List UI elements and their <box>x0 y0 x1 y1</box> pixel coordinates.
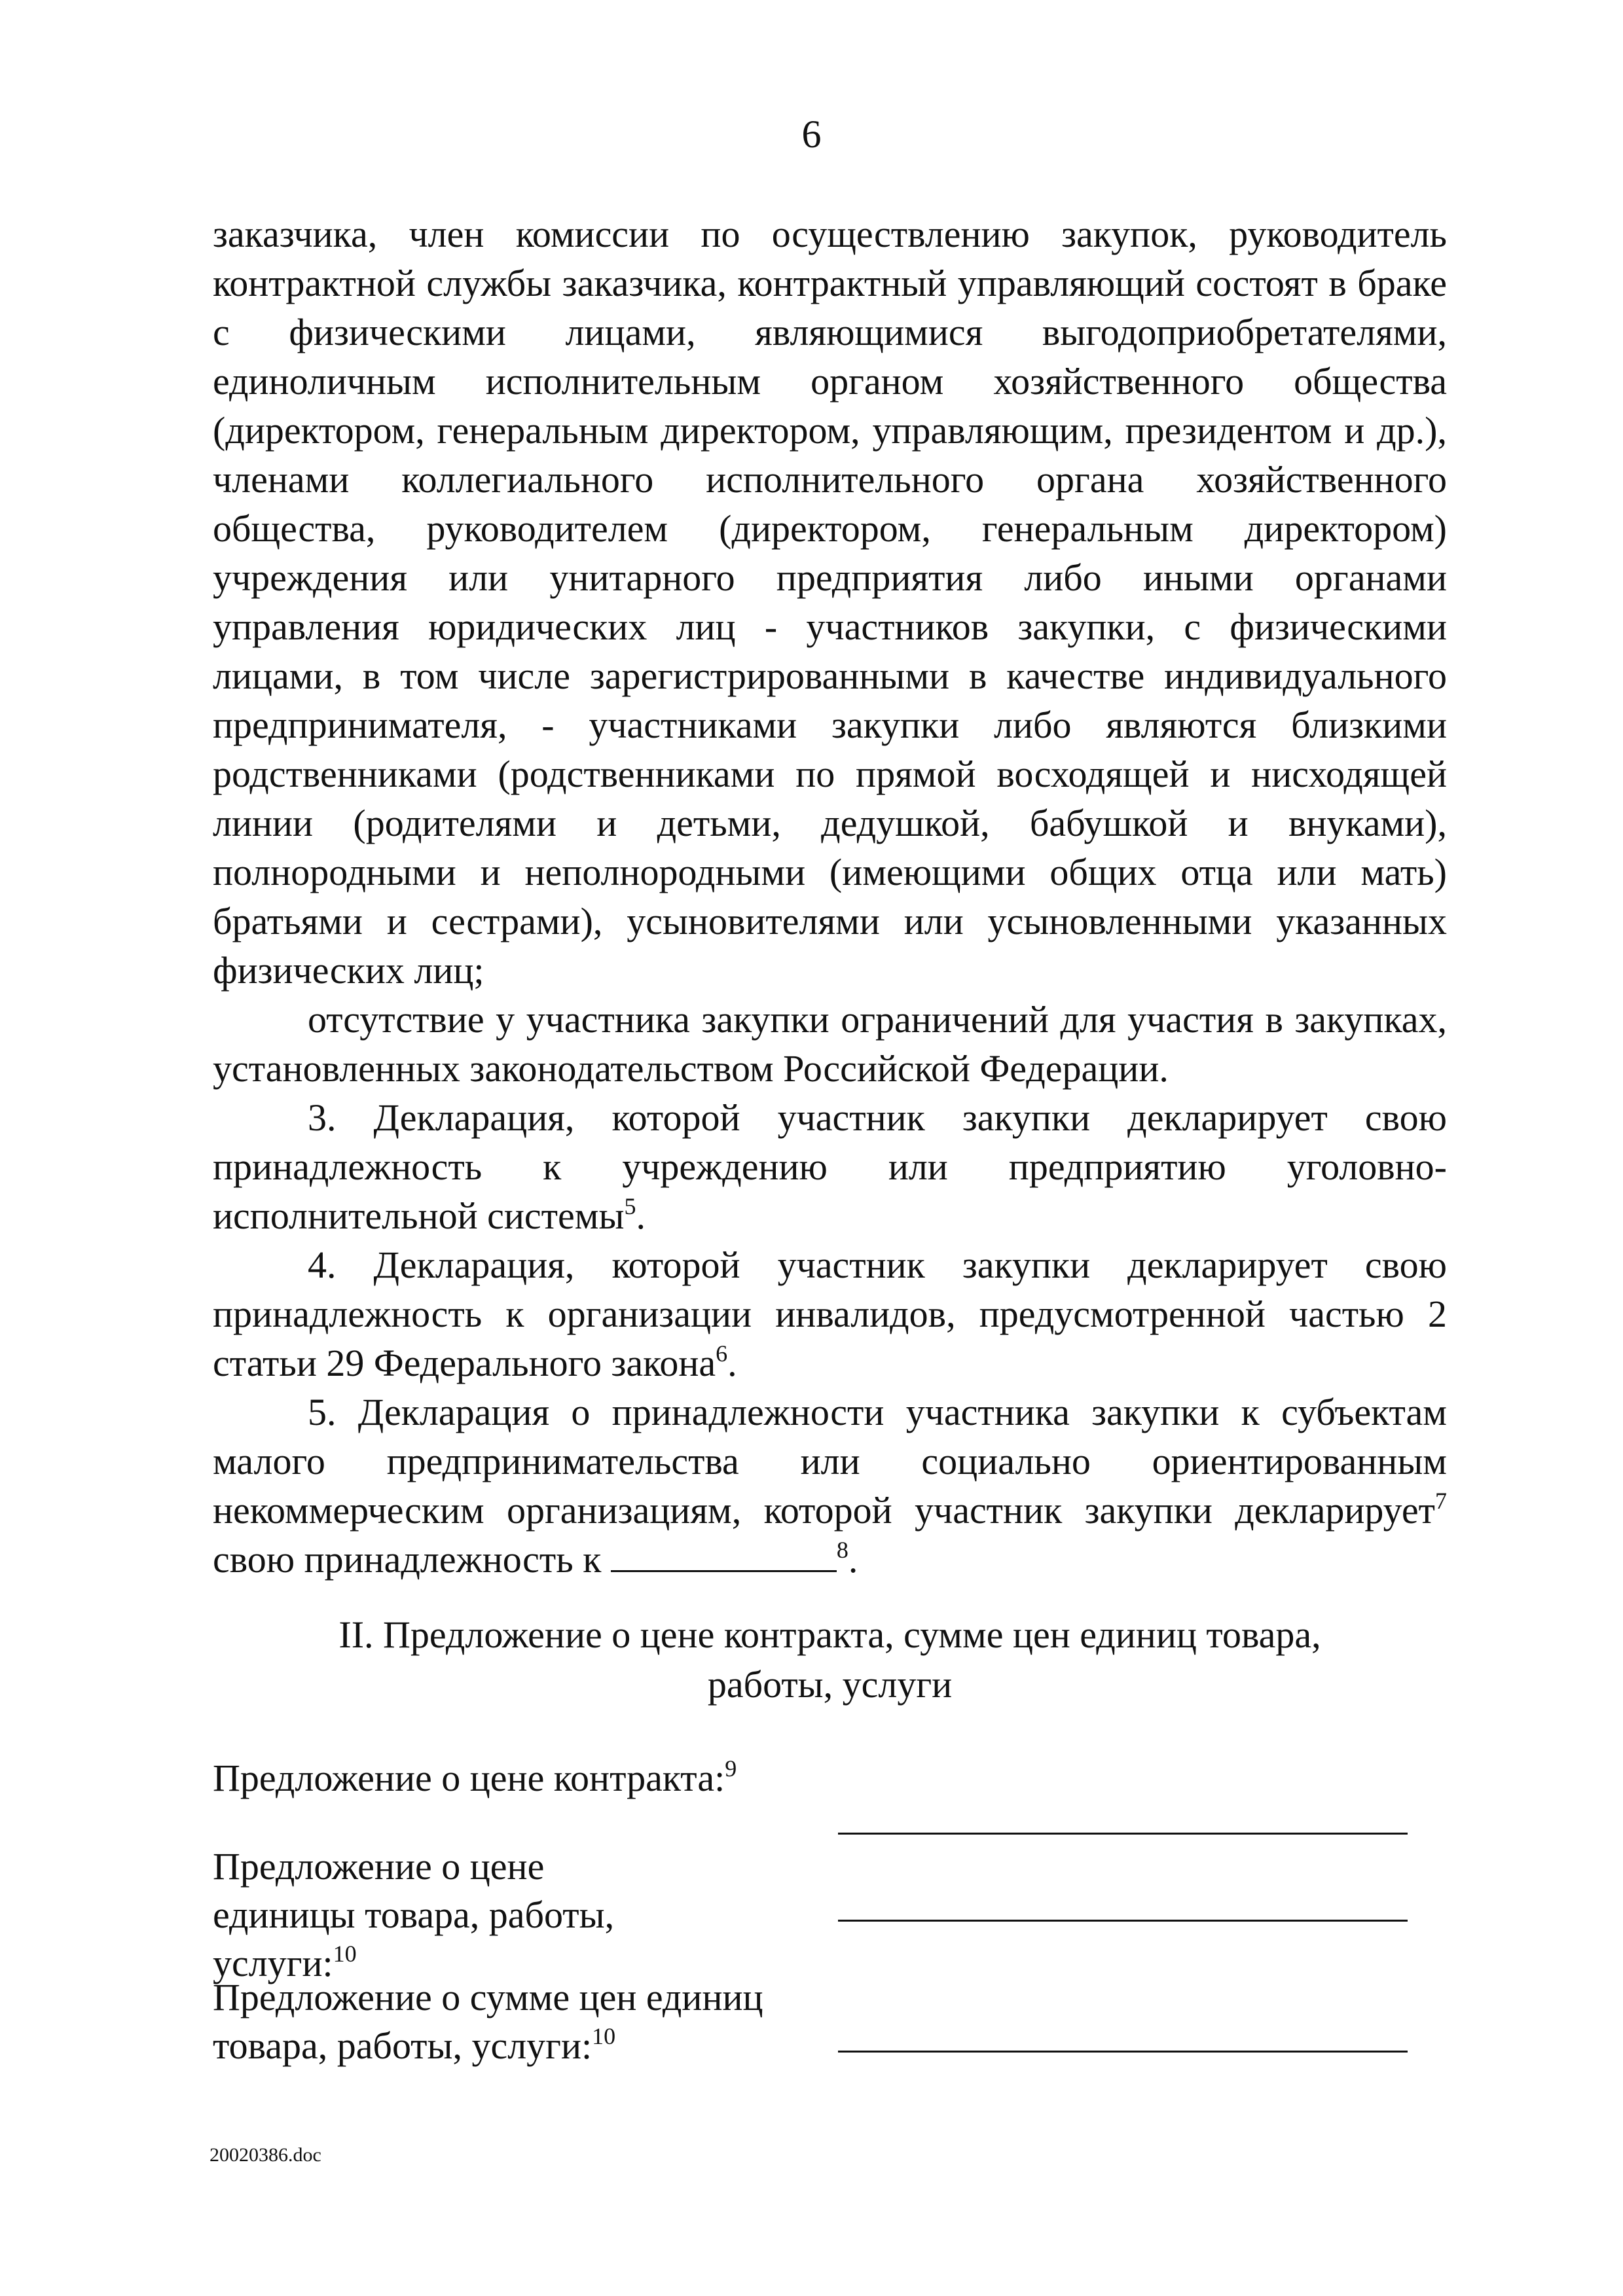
footnote-ref-7: 7 <box>1435 1488 1447 1514</box>
paragraph-restrictions: отсутствие у участника закупки ограничений для участия в закупках, установленных законодательством Российской Федерации. <box>213 998 1447 1090</box>
offer-label-text: Предложение о цене контракта: <box>213 1757 725 1799</box>
section-heading <box>213 1610 1447 1710</box>
footnote-ref-6: 6 <box>716 1340 728 1367</box>
offer-label-text: Предложение о цене единицы товара, работы, услуги: <box>213 1845 615 1984</box>
paragraph-declaration-5 <box>213 1388 1447 1584</box>
declaration-4-text: 4. Декларация, которой участник закупки декларирует свою принадлежность к организации инвалидов, предусмотренной частью 2 статьи 29 Федерального закона <box>213 1244 1447 1384</box>
offer-label <box>213 1754 802 1803</box>
declaration-5-text: 5. Декларация о принадлежности участника закупки к субъектам малого предпринимательства или социально ориентированным некоммерческим организациям, которой участник закупки декларирует <box>213 1391 1447 1532</box>
offer-label <box>213 1973 789 2070</box>
declaration-5-end: . <box>848 1538 858 1581</box>
footnote-ref-10: 10 <box>592 2023 616 2049</box>
offer-value-line <box>838 2051 1408 2053</box>
section-heading-line-1: II. Предложение о цене контракта, сумме цен единиц товара, <box>338 1613 1321 1656</box>
offer-label-text: Предложение о сумме цен единиц товара, работы, услуги: <box>213 1976 763 2067</box>
footnote-ref-9: 9 <box>725 1755 737 1782</box>
offer-unit-price-sum <box>213 1973 1447 2070</box>
blank-line <box>611 1537 837 1572</box>
offer-value-line <box>838 1920 1408 1922</box>
declaration-5-text-2: свою принадлежность к <box>213 1538 611 1581</box>
page-number: 6 <box>801 113 822 156</box>
offer-value-line <box>838 1833 1408 1835</box>
declaration-3-end: . <box>636 1194 646 1237</box>
section-heading-line-2: работы, услуги <box>707 1663 953 1706</box>
footnote-ref-10: 10 <box>333 1941 357 1967</box>
declaration-3-text: 3. Декларация, которой участник закупки декларирует свою принадлежность к учреждению или предприятию уголовно-исполнительной системы <box>213 1096 1447 1237</box>
paragraph-affiliation: заказчика, член комиссии по осуществлению закупок, руководитель контрактной службы заказчика, контрактный управляющий состоят в браке с физическими лицами, являющимися выгодоприобретателями, единоличным исполнительным органом хозяйственного общества (директором, генеральным директором, управляющим, президентом и др.), членами коллегиального исполнительного органа хозяйственного общества, руководителем (директором, генеральным директором) учреждения или унитарного предприятия либо иными органами управления юридических лиц - участников закупки, с физическими лицами, в том числе зарегистрированными в качестве индивидуального предпринимателя, - участниками закупки либо являются близкими родственниками (родственниками по прямой восходящей и нисходящей линии (родителями и детьми, дедушкой, бабушкой и внуками), полнородными и неполнородными (имеющими общих отца или мать) братьями и сестрами), усыновителями или усыновленными указанных физических лиц; <box>213 213 1447 992</box>
paragraph-declaration-3 <box>213 1093 1447 1240</box>
document-body <box>213 209 1447 1584</box>
offer-label <box>213 1842 671 1988</box>
paragraph-declaration-4 <box>213 1240 1447 1388</box>
offer-unit-price <box>213 1842 1447 1988</box>
footnote-ref-8: 8 <box>836 1537 848 1563</box>
declaration-4-end: . <box>727 1342 737 1384</box>
offer-contract-price <box>213 1754 1447 1803</box>
footer-file-name: 20020386.doc <box>210 2144 321 2166</box>
footnote-ref-5: 5 <box>624 1193 636 1219</box>
